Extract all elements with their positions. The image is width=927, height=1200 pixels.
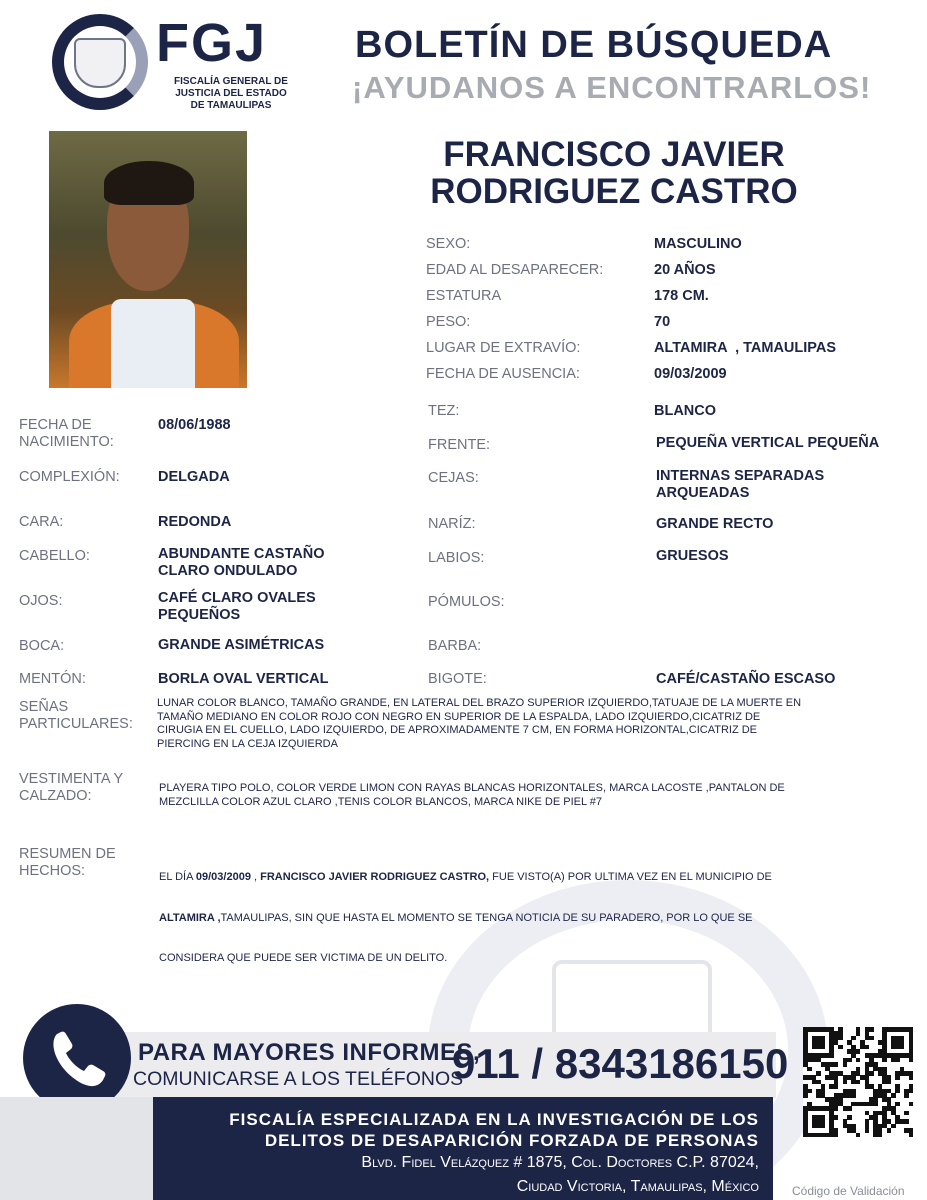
value-cabello-line-1: ABUNDANTE CASTAÑO bbox=[158, 546, 325, 562]
label-sexo: SEXO: bbox=[426, 236, 471, 252]
value-peso: 70 bbox=[654, 314, 671, 330]
qr-module bbox=[834, 1084, 839, 1089]
qr-module bbox=[865, 1128, 870, 1133]
qr-code[interactable] bbox=[803, 1027, 913, 1137]
person-photo bbox=[49, 131, 247, 388]
resumen-place: ALTAMIRA , bbox=[159, 911, 221, 924]
label-vestimenta-line-1: VESTIMENTA Y bbox=[19, 771, 124, 787]
logo-line-3: DE TAMAULIPAS bbox=[190, 100, 272, 111]
logo-line-2: JUSTICIA DEL ESTADO bbox=[175, 88, 287, 99]
label-senas bbox=[19, 699, 133, 733]
footer-grey-block bbox=[0, 1097, 153, 1200]
label-vestimenta-line-2: CALZADO: bbox=[19, 788, 92, 804]
qr-module bbox=[847, 1106, 852, 1111]
label-resumen bbox=[19, 846, 116, 880]
agency-line-1: FISCALÍA ESPECIALIZADA EN LA INVESTIGACIÓN DE LOS bbox=[229, 1110, 759, 1129]
logo-line-1: FISCALÍA GENERAL DE bbox=[174, 76, 288, 87]
label-vestimenta bbox=[19, 771, 123, 805]
resumen-line-1 bbox=[159, 871, 772, 885]
resumen-t3: FUE VISTO(A) POR ULTIMA VEZ EN EL MUNICIPIO DE bbox=[489, 871, 772, 883]
value-estatura: 178 CM. bbox=[654, 288, 709, 304]
address-line-2: Ciudad Victoria, Tamaulipas, México bbox=[516, 1178, 759, 1195]
label-fecha-ausencia: FECHA DE AUSENCIA: bbox=[426, 366, 580, 382]
name-line-1: FRANCISCO JAVIER bbox=[443, 135, 785, 174]
qr-module bbox=[816, 1071, 821, 1076]
fgj-logo bbox=[52, 14, 297, 114]
qr-module bbox=[856, 1080, 861, 1085]
senas-line: PIERCING EN LA CEJA IZQUIERDA bbox=[157, 737, 338, 750]
resumen-text bbox=[159, 844, 772, 979]
vestimenta-line: MEZCLILLA COLOR AZUL CLARO ,TENIS COLOR BLANCOS, MARCA NIKE DE PIEL #7 bbox=[159, 795, 602, 808]
qr-module bbox=[895, 1089, 900, 1094]
label-complexion: COMPLEXIÓN: bbox=[19, 469, 120, 485]
address-line-1: Blvd. Fidel Velázquez # 1875, Col. Doctores C.P. 87024, bbox=[361, 1154, 759, 1171]
label-senas-line-2: PARTICULARES: bbox=[19, 716, 133, 732]
qr-module bbox=[878, 1133, 883, 1138]
qr-module bbox=[851, 1093, 856, 1098]
qr-module bbox=[891, 1124, 896, 1129]
phone-icon bbox=[23, 1004, 131, 1112]
value-edad: 20 AÑOS bbox=[654, 262, 716, 278]
agency-line-2: DELITOS DE DESAPARICIÓN FORZADA DE PERSONAS bbox=[264, 1131, 759, 1150]
qr-module bbox=[869, 1036, 874, 1041]
label-ojos: OJOS: bbox=[19, 593, 63, 609]
label-resumen-line-2: HECHOS: bbox=[19, 863, 86, 879]
vestimenta-line: PLAYERA TIPO POLO, COLOR VERDE LIMON CON RAYAS BLANCAS HORIZONTALES, MARCA LACOSTE ,PANTALON DE bbox=[159, 782, 785, 794]
qr-module bbox=[904, 1119, 909, 1124]
phone-icon-svg bbox=[23, 1004, 131, 1112]
agency-box bbox=[153, 1097, 773, 1200]
qr-module bbox=[856, 1049, 861, 1054]
resumen-t2: , bbox=[250, 871, 261, 883]
label-tez: TEZ: bbox=[428, 403, 460, 419]
logo-abbr: FGJ bbox=[156, 13, 268, 73]
qr-module bbox=[865, 1045, 870, 1050]
resumen-t1: EL DÍA bbox=[159, 871, 196, 883]
qr-module bbox=[873, 1102, 878, 1107]
bulletin-title: BOLETÍN DE BÚSQUEDA bbox=[355, 24, 833, 66]
value-fecha-ausencia: 09/03/2009 bbox=[654, 366, 727, 382]
qr-module bbox=[807, 1089, 812, 1094]
qr-module bbox=[904, 1093, 909, 1098]
qr-module bbox=[838, 1045, 843, 1050]
shield-icon bbox=[74, 38, 126, 88]
qr-caption: Código de Validación bbox=[792, 1184, 905, 1198]
label-estatura: ESTATURA bbox=[426, 288, 502, 304]
qr-module bbox=[821, 1045, 826, 1050]
qr-module bbox=[900, 1045, 905, 1050]
qr-module bbox=[803, 1093, 808, 1098]
person-name bbox=[400, 136, 828, 210]
label-cejas: CEJAS: bbox=[428, 470, 479, 486]
qr-module bbox=[838, 1036, 843, 1041]
qr-module bbox=[909, 1133, 914, 1138]
qr-module bbox=[847, 1115, 852, 1120]
qr-module bbox=[904, 1111, 909, 1116]
qr-module bbox=[807, 1067, 812, 1072]
resumen-line-3: CONSIDERA QUE PUEDE SER VICTIMA DE UN DELITO. bbox=[159, 952, 448, 964]
label-nariz: NARÍZ: bbox=[428, 516, 476, 532]
value-cara: REDONDA bbox=[158, 514, 232, 530]
label-cara: CARA: bbox=[19, 514, 64, 530]
qr-module bbox=[887, 1128, 892, 1133]
value-lugar: ALTAMIRA , TAMAULIPAS bbox=[654, 340, 837, 356]
resumen-t4: TAMAULIPAS, SIN QUE HASTA EL MOMENTO SE TENGA NOTICIA DE SU PARADERO, POR LO QUE SE bbox=[220, 911, 753, 924]
senas-line: CIRUGIA EN EL CUELLO, LADO IZQUIERDO, DE APROXIMADAMENTE 7 CM, EN FORMA HORIZONTAL,CICATRIZ DE bbox=[157, 724, 757, 736]
value-cejas bbox=[656, 468, 824, 502]
qr-module bbox=[869, 1071, 874, 1076]
photo-collar bbox=[111, 299, 195, 388]
qr-module bbox=[856, 1031, 861, 1036]
label-boca: BOCA: bbox=[19, 638, 65, 654]
qr-module bbox=[834, 1133, 839, 1138]
qr-module bbox=[869, 1027, 874, 1032]
label-lugar: LUGAR DE EXTRAVÍO: bbox=[426, 340, 581, 356]
qr-module bbox=[895, 1075, 900, 1080]
qr-module bbox=[834, 1115, 839, 1120]
qr-module bbox=[909, 1102, 914, 1107]
phone-numbers[interactable]: 911 / 8343186150 bbox=[452, 1040, 789, 1087]
value-labios: GRUESOS bbox=[656, 548, 729, 564]
qr-module bbox=[851, 1036, 856, 1041]
label-menton: MENTÓN: bbox=[19, 671, 86, 687]
label-barba: BARBA: bbox=[428, 638, 482, 654]
value-boca: GRANDE ASIMÉTRICAS bbox=[158, 637, 325, 653]
resumen-line-2 bbox=[159, 912, 772, 926]
qr-module bbox=[856, 1058, 861, 1063]
value-complexion: DELGADA bbox=[158, 469, 230, 485]
qr-module bbox=[909, 1089, 914, 1094]
value-nariz: GRANDE RECTO bbox=[656, 516, 774, 532]
value-bigote: CAFÉ/CASTAÑO ESCASO bbox=[656, 671, 836, 687]
qr-module bbox=[843, 1080, 848, 1085]
value-tez: BLANCO bbox=[654, 403, 717, 419]
value-ojos-line-2: PEQUEÑOS bbox=[158, 607, 241, 623]
value-cejas-line-2: ARQUEADAS bbox=[656, 485, 750, 501]
value-ojos bbox=[158, 590, 316, 624]
senas-text bbox=[157, 697, 801, 751]
label-peso: PESO: bbox=[426, 314, 471, 330]
label-labios: LABIOS: bbox=[428, 550, 485, 566]
value-frente: PEQUEÑA VERTICAL PEQUEÑA bbox=[656, 435, 880, 451]
qr-module bbox=[891, 1093, 896, 1098]
label-bigote: BIGOTE: bbox=[428, 671, 487, 687]
qr-module bbox=[887, 1080, 892, 1085]
name-line-2: RODRIGUEZ CASTRO bbox=[430, 172, 798, 211]
label-fecha-nacimiento-line-1: FECHA DE bbox=[19, 417, 92, 433]
more-info-label: PARA MAYORES INFORMES, bbox=[138, 1039, 481, 1066]
logo-text bbox=[156, 76, 306, 112]
value-ojos-line-1: CAFÉ CLARO OVALES bbox=[158, 590, 316, 606]
photo-hair bbox=[104, 161, 194, 205]
resumen-name: FRANCISCO JAVIER RODRIGUEZ CASTRO, bbox=[260, 871, 490, 883]
qr-module bbox=[895, 1102, 900, 1107]
label-fecha-nacimiento-line-2: NACIMIENTO: bbox=[19, 434, 114, 450]
resumen-date: 09/03/2009 bbox=[195, 871, 251, 883]
qr-module bbox=[821, 1124, 826, 1129]
qr-module bbox=[882, 1058, 887, 1063]
label-edad: EDAD AL DESAPARECER: bbox=[426, 262, 604, 278]
value-cejas-line-1: INTERNAS SEPARADAS bbox=[656, 468, 825, 484]
value-sexo: MASCULINO bbox=[654, 236, 742, 252]
qr-module bbox=[847, 1058, 852, 1063]
qr-module bbox=[909, 1075, 914, 1080]
vestimenta-text bbox=[159, 782, 785, 809]
value-cabello bbox=[158, 546, 324, 580]
qr-module bbox=[834, 1106, 839, 1111]
value-fecha-nacimiento: 08/06/1988 bbox=[158, 417, 231, 433]
qr-module bbox=[834, 1062, 839, 1067]
qr-module bbox=[829, 1053, 834, 1058]
senas-line: TAMAÑO MEDIANO EN COLOR ROJO CON NEGRO EN SUPERIOR DE LA ESPALDA, LADO IZQUIERDO,CICATRIZ DE bbox=[157, 710, 761, 723]
label-fecha-nacimiento bbox=[19, 417, 114, 451]
qr-module bbox=[856, 1133, 861, 1138]
label-pomulos: PÓMULOS: bbox=[428, 594, 505, 610]
value-menton: BORLA OVAL VERTICAL bbox=[158, 671, 329, 687]
bulletin-subtitle: ¡AYUDANOS A ENCONTRARLOS! bbox=[352, 70, 872, 105]
label-cabello: CABELLO: bbox=[19, 548, 90, 564]
qr-module bbox=[895, 1058, 900, 1063]
label-resumen-line-1: RESUMEN DE bbox=[19, 846, 116, 862]
value-cabello-line-2: CLARO ONDULADO bbox=[158, 563, 298, 579]
label-senas-line-1: SEÑAS bbox=[19, 699, 69, 715]
qr-module bbox=[909, 1058, 914, 1063]
label-frente: FRENTE: bbox=[428, 437, 491, 453]
senas-line: LUNAR COLOR BLANCO, TAMAÑO GRANDE, EN LATERAL DEL BRAZO SUPERIOR IZQUIERDO,TATUAJE DE LA MUERTE EN bbox=[157, 697, 802, 709]
qr-module bbox=[843, 1062, 848, 1067]
call-label: COMUNICARSE A LOS TELÉFONOS bbox=[133, 1068, 464, 1090]
